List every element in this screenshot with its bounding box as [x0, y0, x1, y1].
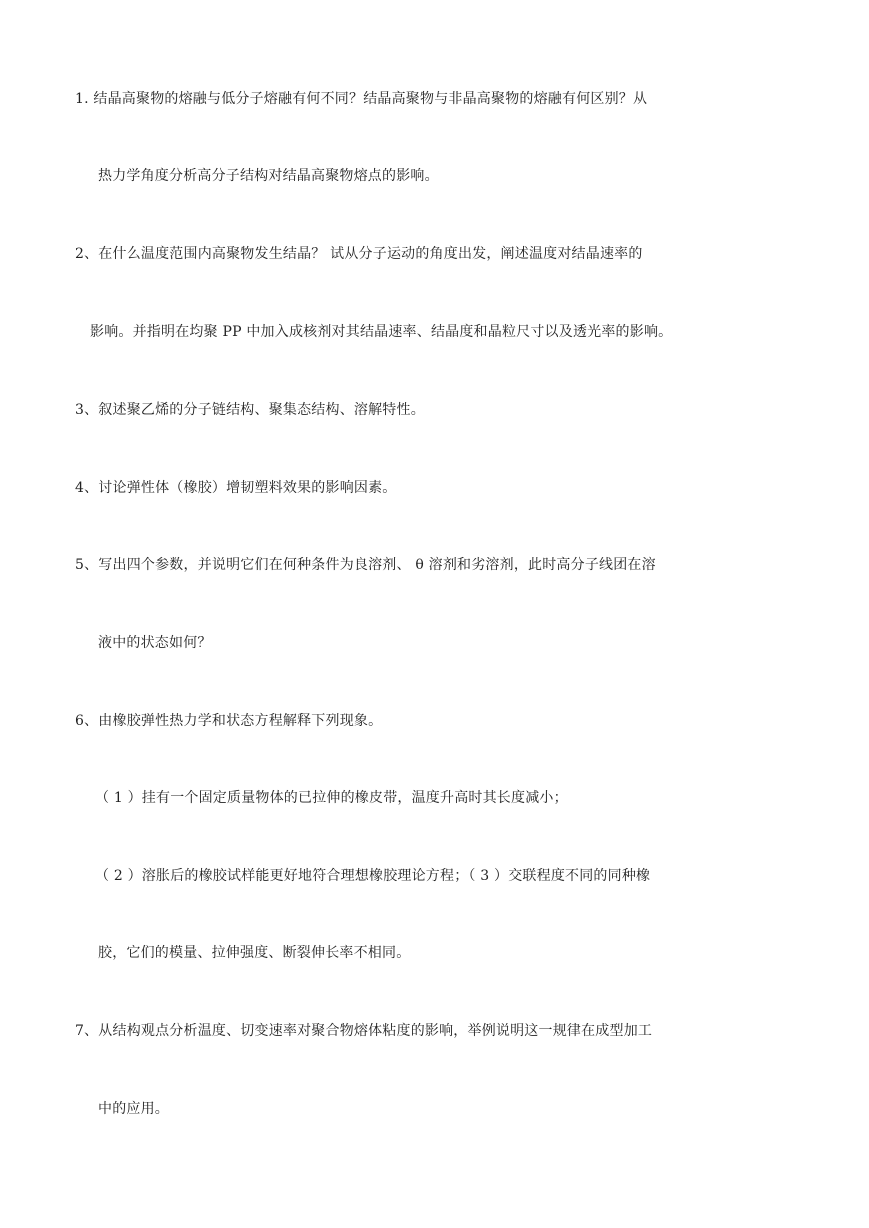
question-6-line-1: 6、由橡胶弹性热力学和状态方程解释下列现象。	[75, 713, 383, 729]
question-5-line-1: 5、写出四个参数，并说明它们在何种条件为良溶剂、 θ 溶剂和劣溶剂，此时高分子线团在溶	[75, 557, 656, 573]
question-1-line-1: 1. 结晶高聚物的熔融与低分子熔融有何不同？结晶高聚物与非晶高聚物的熔融有何区别？从	[75, 91, 648, 107]
question-6-item-1: （ 1 ）挂有一个固定质量物体的已拉伸的橡皮带，温度升高时其长度减小；	[95, 790, 568, 806]
question-2-line-1: 2、在什么温度范围内高聚物发生结晶？ 试从分子运动的角度出发，阐述温度对结晶速率的	[75, 246, 643, 262]
question-7-line-1: 7、从结构观点分析温度、切变速率对聚合物熔体粘度的影响，举例说明这一规律在成型加工	[75, 1023, 653, 1039]
question-4-line-1: 4、讨论弹性体（橡胶）增韧塑料效果的影响因素。	[75, 480, 397, 496]
question-6-item-3-continued: 胶，它们的模量、拉伸强度、断裂伸长率不相同。	[98, 945, 411, 961]
question-6-item-2-3: （ 2 ）溶胀后的橡胶试样能更好地符合理想橡胶理论方程；（ 3 ）交联程度不同的同种橡	[95, 868, 651, 884]
question-3-line-1: 3、叙述聚乙烯的分子链结构、聚集态结构、溶解特性。	[75, 402, 425, 418]
question-2-line-2: 影响。并指明在均聚 PP 中加入成核剂对其结晶速率、结晶度和晶粒尺寸以及透光率的影响。	[90, 324, 673, 340]
question-5-line-2: 液中的状态如何？	[98, 635, 212, 651]
question-1-line-2: 热力学角度分析高分子结构对结晶高聚物熔点的影响。	[98, 168, 439, 184]
question-7-line-2: 中的应用。	[98, 1101, 169, 1117]
